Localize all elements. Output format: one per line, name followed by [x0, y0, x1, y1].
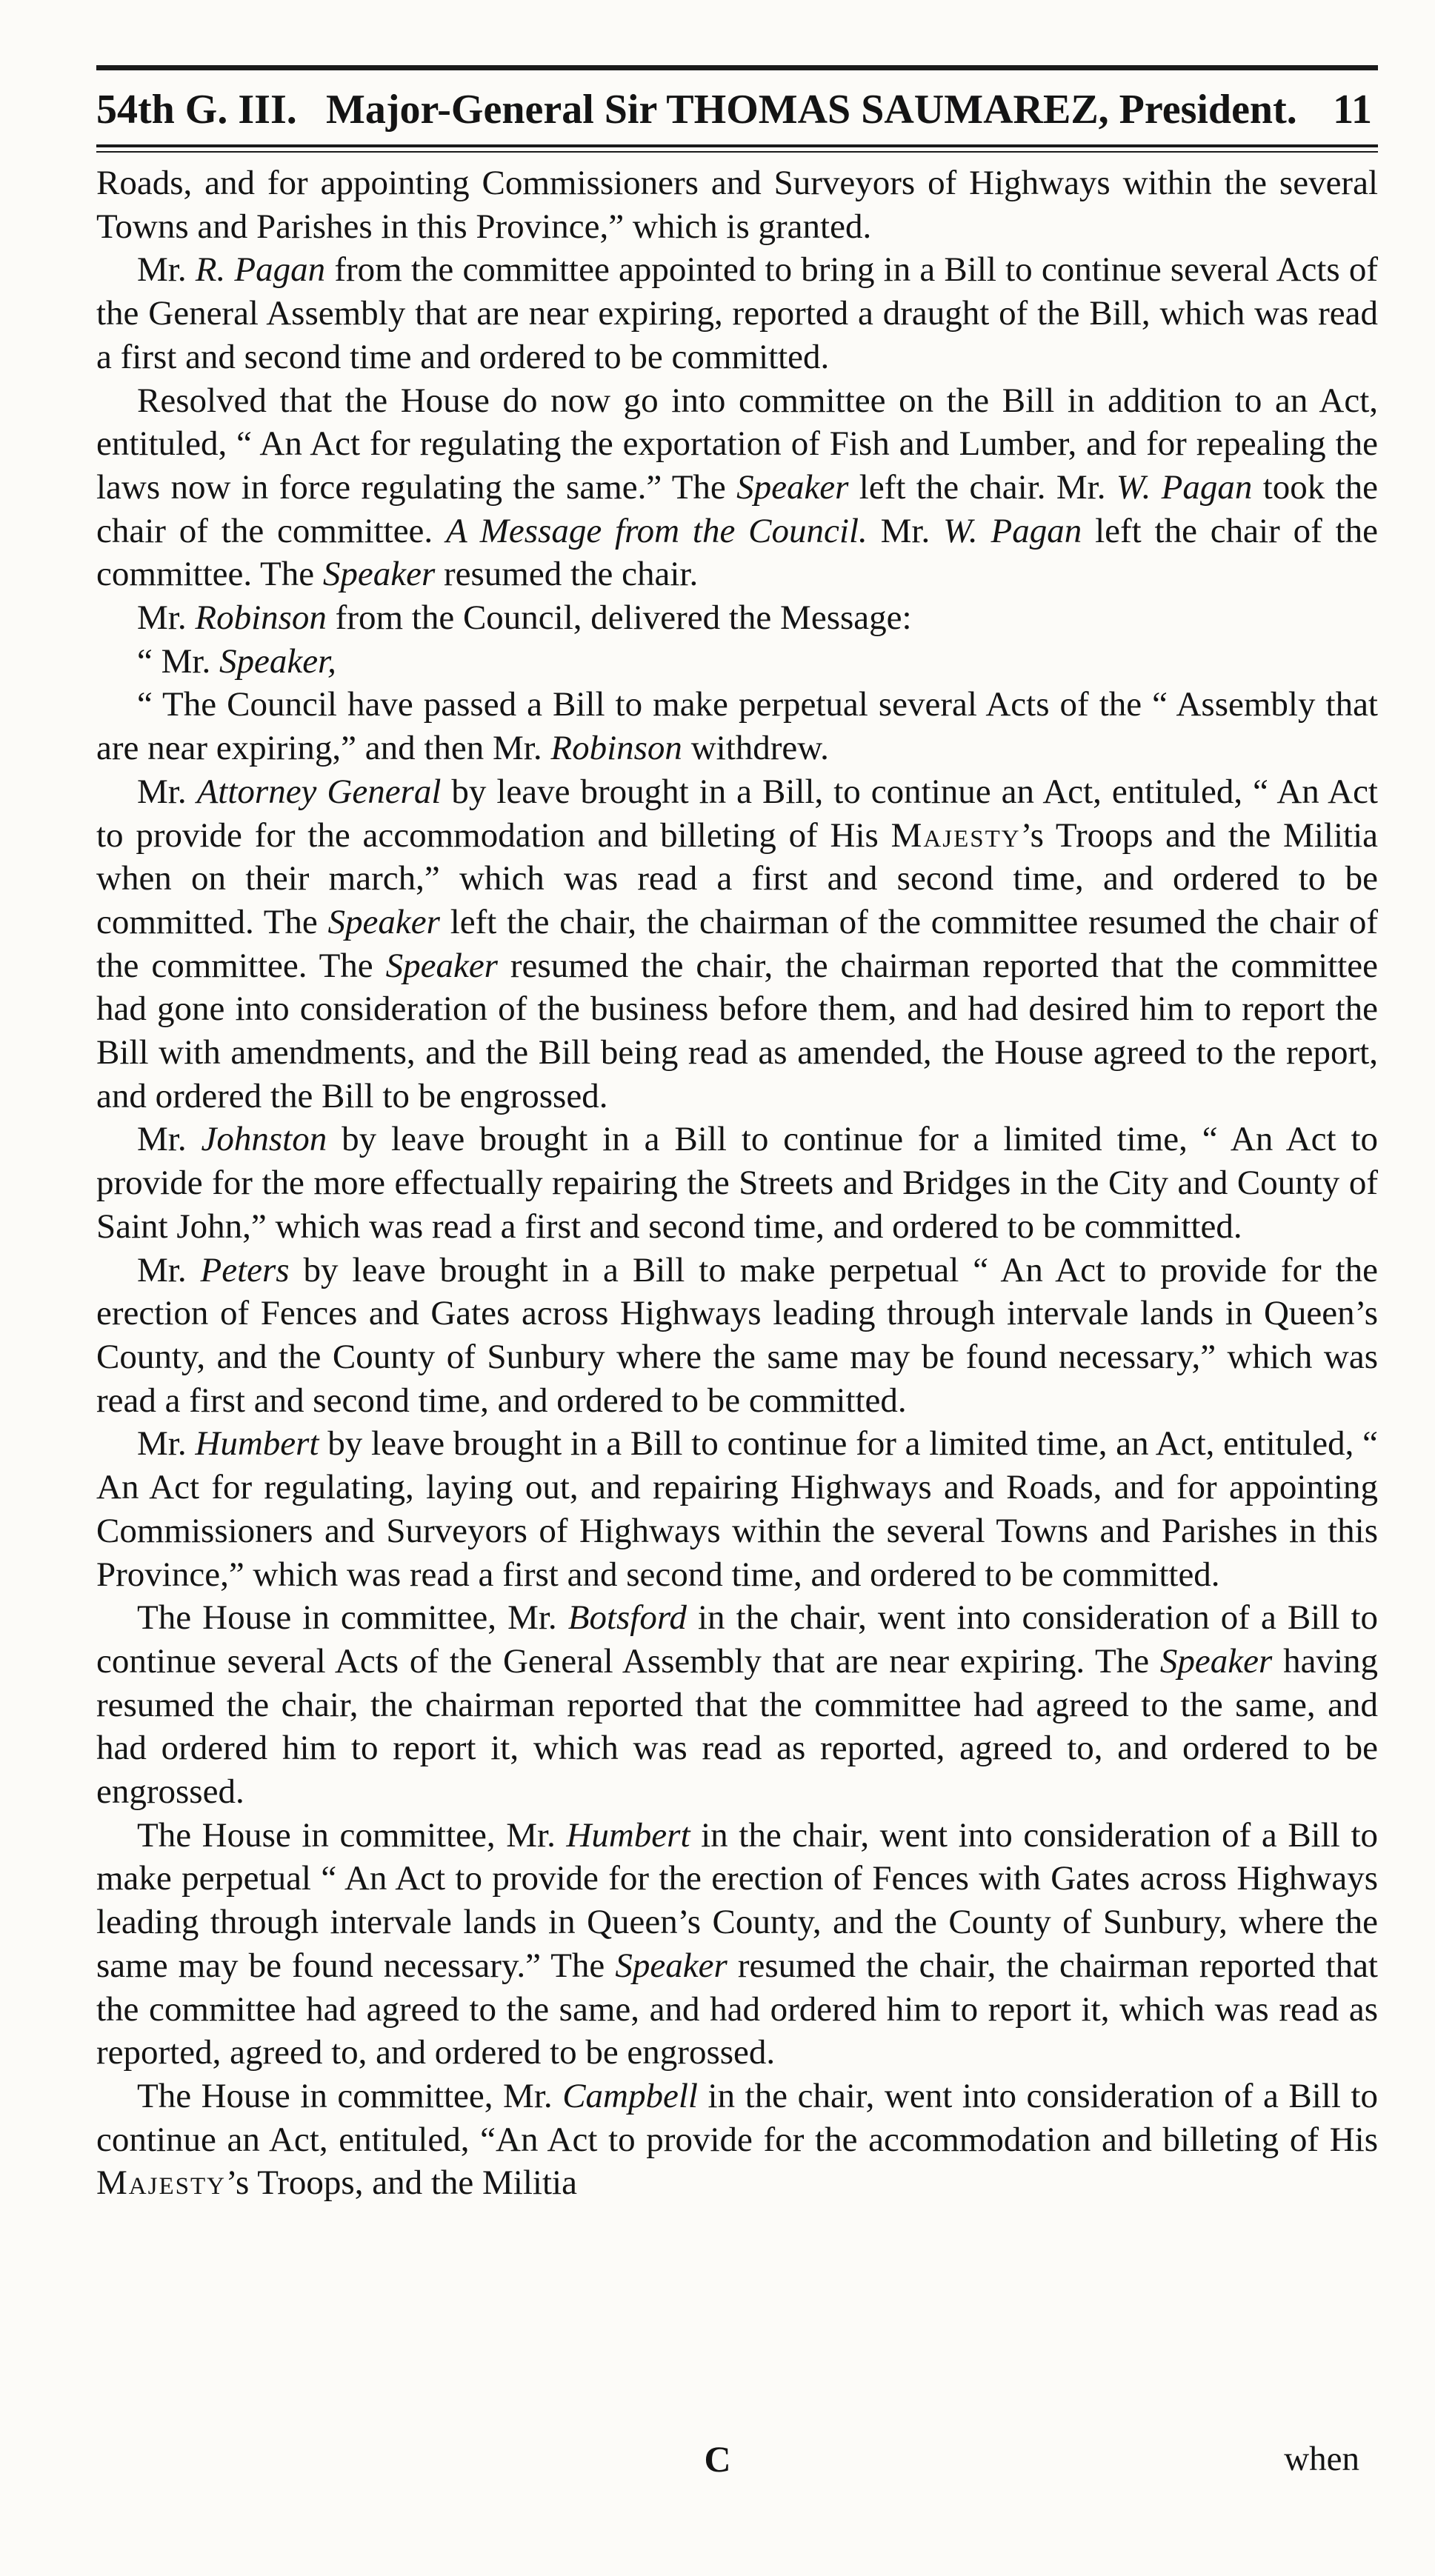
journal-paragraph	[96, 1596, 1378, 1814]
session-label: 54th G. III.	[96, 87, 297, 133]
journal-paragraph	[96, 683, 1378, 770]
text-run: resumed the chair, the chairman reported that the committee had gone into consideration of the business before them, and had desired him to report the Bill with amendments, and the Bill being read as amended, the House agreed to the report, and ordered the Bill to be engrossed.	[96, 946, 1379, 1115]
italic-run: Humbert	[195, 1424, 319, 1464]
italic-run: Attorney General	[196, 772, 442, 811]
journal-paragraph	[96, 1814, 1378, 2075]
italic-run: Speaker	[615, 1946, 728, 1985]
text-run: Resolved that the House do now go into committee on the Bill in addition to an Act, entituled, “ An Act for regulating the exportation of Fish and Lumber, and for repealing the laws now in force regulating the same.” The	[96, 381, 1378, 507]
text-run: Mr.	[137, 1250, 201, 1289]
text-run: Mr.	[137, 250, 196, 290]
text-run: Mr.	[137, 598, 196, 638]
text-run: from the committee appointed to bring in a Bill to continue several Acts of the General Assembly that are near expiring, reported a draught of the Bill, which was read a first and second time and ordered to be committed.	[96, 250, 1379, 376]
text-run: ’s Troops and the Militia when on their march,” which was read a first and second time, and ordered to be committed. The	[96, 815, 1378, 941]
text-run: resumed the chair.	[435, 555, 699, 594]
italic-run: Campbell	[562, 2076, 698, 2115]
italic-run: R. Pagan	[195, 250, 326, 290]
text-run: left the chair. Mr.	[848, 467, 1116, 507]
text-run: in the chair, went into consideration of a Bill to continue an Act, entituled, “An Act to provide for the accommodation and billeting of His	[96, 2076, 1378, 2159]
text-run: in the chair, went into consideration of a Bill to make perpetual “ An Act to provide for the erection of Fences with Gates across Highways leading through intervale lands in Queen’s County, and the County of Sunbury, where the same may be found necessary.” The	[96, 1815, 1378, 1985]
text-run: resumed the chair, the chairman reported that the committee had agreed to the same, and had ordered him to report it, which was read as reported, agreed to, and ordered to be engrossed.	[96, 1946, 1378, 2072]
text-run: The House in committee, Mr.	[137, 1815, 567, 1855]
italic-run: W. Pagan	[943, 511, 1082, 550]
italic-run: Speaker	[327, 902, 440, 941]
italic-run: W. Pagan	[1116, 467, 1253, 507]
italic-run: Speaker	[1159, 1641, 1273, 1681]
text-run: left the chair of the committee. The	[96, 511, 1379, 594]
text-run: “ Mr.	[137, 641, 219, 681]
journal-paragraph	[96, 596, 1378, 640]
small-caps-run: Majesty	[890, 815, 1021, 855]
text-run: withdrew.	[682, 729, 829, 768]
text-run: Mr.	[137, 1424, 196, 1464]
text-run: Mr.	[137, 1120, 202, 1159]
header-top-rule	[96, 65, 1378, 70]
text-run: in the chair, went into consideration of a Bill to continue several Acts of the General Assembly that are near expiring. The	[96, 1598, 1379, 1681]
president-line: Major-General Sir THOMAS SAUMAREZ, President.	[326, 87, 1297, 133]
italic-run: Speaker	[736, 467, 849, 507]
text-run: “ The Council have passed a Bill to make perpetual several Acts of the “ Assembly that are near expiring,” and then Mr.	[96, 685, 1378, 768]
text-run: The House in committee, Mr.	[137, 1598, 568, 1638]
text-run: by leave brought in a Bill to continue for a limited time, “ An Act to provide for the more effectually repairing the Streets and Bridges in the City and County of Saint John,” which was read a first and second time, and ordered to be committed.	[96, 1120, 1378, 1246]
text-run: Roads, and for appointing Commissioners and Surveyors of Highways within the several Towns and Parishes in this Province,” which is granted.	[96, 164, 1378, 246]
signature-mark: C	[704, 2438, 731, 2480]
running-head	[96, 80, 1378, 139]
text-run: Mr.	[137, 772, 197, 811]
journal-paragraph	[96, 1422, 1378, 1596]
text-run: took the chair of the committee.	[96, 467, 1379, 550]
header-bottom-rule	[96, 144, 1378, 153]
journal-paragraph	[96, 248, 1378, 378]
italic-run: Speaker	[322, 555, 436, 594]
journal-paragraph	[96, 1118, 1378, 1248]
journal-body	[96, 161, 1378, 2205]
italic-run: A Message from the Council.	[446, 511, 868, 550]
journal-paragraph	[96, 161, 1378, 248]
italic-run: Robinson	[195, 598, 327, 638]
text-run: by leave brought in a Bill to make perpetual “ An Act to provide for the erection of Fences and Gates across Highways leading through intervale lands in Queen’s County, and the County of Sunbury where the same may be found necessary,” which was read a first and second time, and ordered to be committed.	[96, 1250, 1378, 1420]
small-caps-run: Majesty	[96, 2163, 226, 2203]
text-run: left the chair, the chairman of the committee resumed the chair of the committee. The	[96, 902, 1378, 985]
text-run: The House in committee, Mr.	[137, 2076, 563, 2115]
text-run: by leave brought in a Bill to continue for a limited time, an Act, entituled, “ An Act for regulating, laying out, and repairing Highways and Roads, and for appointing Commissioners and Surveyors of Highways within the several Towns and Parishes in this Province,” which was read a first and second time, and ordered to be committed.	[96, 1424, 1378, 1594]
text-run: Mr.	[867, 511, 944, 550]
italic-run: Botsford	[567, 1598, 687, 1638]
text-run: ’s Troops, and the Militia	[225, 2163, 577, 2203]
journal-paragraph	[96, 379, 1378, 597]
page-number: 11	[1333, 87, 1372, 133]
italic-run: Humbert	[566, 1815, 690, 1855]
italic-run: Robinson	[550, 729, 682, 768]
italic-run: Johnston	[201, 1120, 327, 1159]
italic-run: Speaker,	[219, 641, 336, 681]
journal-paragraph	[96, 770, 1378, 1118]
text-run: from the Council, delivered the Message:	[326, 598, 912, 638]
journal-paragraph	[96, 2075, 1378, 2205]
journal-paragraph	[96, 1249, 1378, 1423]
journal-paragraph	[96, 640, 1378, 684]
text-run: having resumed the chair, the chairman reported that the committee had agreed to the same, and had ordered him to report it, which was read as reported, agreed to, and ordered to be engrossed.	[96, 1641, 1378, 1812]
italic-run: Peters	[200, 1250, 290, 1289]
italic-run: Speaker	[385, 946, 498, 985]
text-run: by leave brought in a Bill, to continue an Act, entituled, “ An Act to provide for the accommodation and billeting of His	[96, 772, 1378, 855]
catchword: when	[1284, 2440, 1359, 2478]
